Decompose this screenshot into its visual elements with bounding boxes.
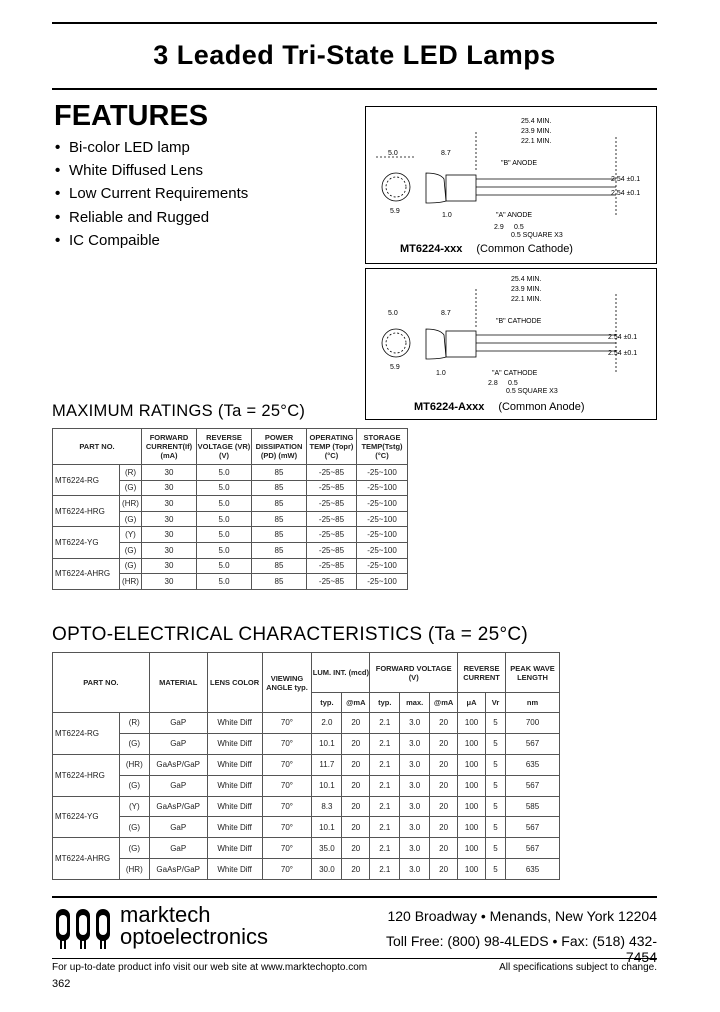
dim-label: 1.0	[436, 370, 446, 377]
cell-vr: 5.0	[197, 511, 252, 527]
cell-nm: 567	[506, 775, 560, 796]
cell-color: (G)	[119, 733, 149, 754]
cell-mat: GaP	[149, 775, 207, 796]
cell-if: 30	[142, 511, 197, 527]
cell-mat: GaP	[149, 713, 207, 734]
cell-vmax: 3.0	[400, 859, 430, 880]
cell-if: 30	[142, 496, 197, 512]
cell-ang: 70°	[262, 796, 312, 817]
diagram-caption	[400, 243, 573, 255]
cell-if: 30	[142, 480, 197, 496]
cell-lum: 8.3	[312, 796, 342, 817]
opto-heading: OPTO-ELECTRICAL CHARACTERISTICS (Ta = 25°C)	[52, 624, 529, 645]
dim-label: 2.54 ±0.1	[611, 190, 641, 197]
cell-if: 30	[142, 465, 197, 481]
dim-label: 5.9	[390, 364, 400, 371]
cell-color: (G)	[120, 480, 142, 496]
cell-lens: White Diff	[207, 775, 262, 796]
page-number: 362	[52, 978, 71, 990]
part-number-cell: MT6224-YG	[53, 796, 120, 838]
cell-mat: GaAsP/GaP	[149, 796, 207, 817]
cell-lens: White Diff	[207, 796, 262, 817]
footer-disclaimer: All specifications subject to change.	[499, 962, 657, 973]
cell-vma: 20	[430, 838, 458, 859]
sub-header: Vr	[486, 693, 506, 713]
table-row	[53, 465, 408, 481]
cell-vma: 20	[430, 733, 458, 754]
part-number-cell: MT6224-HRG	[53, 496, 120, 527]
marktech-logo-icon	[56, 903, 116, 949]
cell-ua: 100	[458, 733, 486, 754]
dim-label: 8.7	[441, 150, 451, 157]
dim-label: 0.5 SQUARE X3	[506, 388, 558, 395]
table-row	[53, 859, 560, 880]
cell-color: (HR)	[119, 754, 149, 775]
cell-pd: 85	[252, 542, 307, 558]
cell-vr: 5.0	[197, 574, 252, 590]
cell-vtyp: 2.1	[370, 713, 400, 734]
cell-vr: 5.0	[197, 465, 252, 481]
cell-color: (HR)	[119, 859, 149, 880]
sub-header: @mA	[430, 693, 458, 713]
cell-ua: 100	[458, 817, 486, 838]
table-row	[53, 527, 408, 543]
part-number-cell: MT6224-HRG	[53, 754, 120, 796]
dim-label: "A" CATHODE	[492, 370, 538, 377]
table-row	[53, 713, 560, 734]
cell-color: (Y)	[120, 527, 142, 543]
col-header: VIEWING ANGLE typ.	[262, 653, 312, 713]
cell-color: (Y)	[119, 796, 149, 817]
diagram-caption	[414, 401, 585, 413]
cell-vr: 5	[486, 775, 506, 796]
max-ratings-body	[53, 465, 408, 590]
cell-lum: 2.0	[312, 713, 342, 734]
cell-mat: GaAsP/GaP	[149, 859, 207, 880]
cell-mat: GaAsP/GaP	[149, 754, 207, 775]
sub-header: typ.	[370, 693, 400, 713]
cell-mat: GaP	[149, 817, 207, 838]
cell-lum: 10.1	[312, 775, 342, 796]
cell-pd: 85	[252, 574, 307, 590]
table-row	[53, 838, 560, 859]
cell-vma: 20	[430, 796, 458, 817]
cell-ua: 100	[458, 796, 486, 817]
diagram-common-anode	[365, 268, 657, 420]
dim-label: 2.9	[494, 224, 504, 231]
company-rule	[52, 896, 657, 898]
dim-label: 2.54 ±0.1	[608, 334, 638, 341]
cell-lens: White Diff	[207, 713, 262, 734]
cell-vr: 5	[486, 713, 506, 734]
cell-color: (R)	[120, 465, 142, 481]
cell-ua: 100	[458, 775, 486, 796]
col-header: LENS COLOR	[207, 653, 262, 713]
dim-label: 5.0	[388, 310, 398, 317]
top-rule	[52, 22, 657, 24]
cell-tstg: -25~100	[357, 558, 408, 574]
cell-lum: 35.0	[312, 838, 342, 859]
cell-color: (G)	[119, 817, 149, 838]
company-name	[120, 904, 268, 948]
led-drawing-common-anode	[366, 269, 656, 419]
cell-color: (G)	[120, 542, 142, 558]
dim-label: 0.5 SQUARE X3	[511, 232, 563, 239]
feature-item: • Bi-color LED lamp	[55, 139, 190, 156]
col-header: MATERIAL	[149, 653, 207, 713]
cell-nm: 567	[506, 733, 560, 754]
sub-header: nm	[506, 693, 560, 713]
cell-pd: 85	[252, 465, 307, 481]
dim-label: 25.4 MIN.	[511, 276, 542, 283]
cell-vma: 20	[430, 775, 458, 796]
col-header: LUM. INT. (mcd)	[312, 653, 370, 693]
dim-label: 0.5	[514, 224, 524, 231]
cell-vma: 20	[430, 713, 458, 734]
dim-label: 2.54 ±0.1	[608, 350, 638, 357]
cell-mat: GaP	[149, 838, 207, 859]
cell-ua: 100	[458, 713, 486, 734]
feature-item: • Low Current Requirements	[55, 185, 249, 203]
cell-ua: 100	[458, 859, 486, 880]
cell-pd: 85	[252, 511, 307, 527]
cell-vmax: 3.0	[400, 713, 430, 734]
cell-ang: 70°	[262, 859, 312, 880]
caption-note: (Common Anode)	[498, 401, 585, 413]
dim-label: 2.54 ±0.1	[611, 176, 641, 183]
cell-lma: 20	[342, 859, 370, 880]
cell-ang: 70°	[262, 754, 312, 775]
cell-lma: 20	[342, 838, 370, 859]
cell-color: (G)	[119, 838, 149, 859]
caption-note: (Common Cathode)	[476, 243, 573, 255]
cell-topr: -25~85	[307, 527, 357, 543]
cell-lma: 20	[342, 754, 370, 775]
col-header: FORWARD VOLTAGE (V)	[370, 653, 458, 693]
cell-vr: 5.0	[197, 496, 252, 512]
features-heading: FEATURES	[54, 100, 209, 132]
cell-vr: 5	[486, 838, 506, 859]
cell-tstg: -25~100	[357, 480, 408, 496]
cell-lum: 10.1	[312, 733, 342, 754]
title-rule	[52, 88, 657, 90]
part-number-cell: MT6224-YG	[53, 527, 120, 558]
cell-lma: 20	[342, 817, 370, 838]
table-row	[53, 558, 408, 574]
cell-ua: 100	[458, 838, 486, 859]
dim-label: 0.5	[508, 380, 518, 387]
cell-color: (G)	[119, 775, 149, 796]
dim-label: 22.1 MIN.	[521, 138, 552, 145]
table-row	[53, 496, 408, 512]
cell-topr: -25~85	[307, 496, 357, 512]
diagram-common-cathode	[365, 106, 657, 264]
footer-website-note: For up-to-date product info visit our web site at www.marktechopto.com	[52, 962, 368, 973]
cell-vr: 5	[486, 754, 506, 775]
dim-label: 5.9	[390, 208, 400, 215]
sub-header: max.	[400, 693, 430, 713]
cell-pd: 85	[252, 558, 307, 574]
cell-vr: 5	[486, 796, 506, 817]
feature-item: • White Diffused Lens	[55, 162, 203, 180]
cell-ang: 70°	[262, 838, 312, 859]
part-number-cell: MT6224-AHRG	[53, 838, 120, 880]
col-header: STORAGE TEMP(Tstg) (°C)	[357, 429, 408, 465]
cell-color: (G)	[120, 511, 142, 527]
cell-color: (HR)	[120, 496, 142, 512]
cell-pd: 85	[252, 480, 307, 496]
cell-lum: 30.0	[312, 859, 342, 880]
cell-topr: -25~85	[307, 542, 357, 558]
dim-label: 23.9 MIN.	[521, 128, 552, 135]
cell-lma: 20	[342, 713, 370, 734]
dim-label: 5.0	[388, 150, 398, 157]
dim-label: 8.7	[441, 310, 451, 317]
feature-item: • IC Compaible	[55, 231, 160, 249]
cell-topr: -25~85	[307, 480, 357, 496]
cell-tstg: -25~100	[357, 511, 408, 527]
cell-lens: White Diff	[207, 838, 262, 859]
opto-body	[53, 713, 560, 880]
cell-vmax: 3.0	[400, 775, 430, 796]
cell-if: 30	[142, 542, 197, 558]
cell-ang: 70°	[262, 713, 312, 734]
opto-table	[52, 652, 560, 880]
cell-vtyp: 2.1	[370, 733, 400, 754]
cell-nm: 635	[506, 754, 560, 775]
cell-tstg: -25~100	[357, 574, 408, 590]
dim-label: 25.4 MIN.	[521, 118, 552, 125]
cell-topr: -25~85	[307, 511, 357, 527]
dim-label: 1.0	[442, 212, 452, 219]
cell-vr: 5.0	[197, 558, 252, 574]
cell-vmax: 3.0	[400, 733, 430, 754]
features-list	[55, 136, 248, 252]
dim-label: "B" CATHODE	[496, 318, 542, 325]
table-row	[53, 733, 560, 754]
cell-vma: 20	[430, 817, 458, 838]
cell-vma: 20	[430, 754, 458, 775]
table-row	[53, 775, 560, 796]
dim-label: 2.8	[488, 380, 498, 387]
footer-rule	[52, 958, 657, 959]
led-drawing-common-cathode	[366, 107, 656, 263]
cell-nm: 567	[506, 817, 560, 838]
cell-lens: White Diff	[207, 733, 262, 754]
cell-ang: 70°	[262, 775, 312, 796]
cell-ang: 70°	[262, 817, 312, 838]
col-header: PEAK WAVE LENGTH	[506, 653, 560, 693]
cell-lum: 10.1	[312, 817, 342, 838]
cell-tstg: -25~100	[357, 527, 408, 543]
part-number-cell: MT6224-AHRG	[53, 558, 120, 589]
cell-lma: 20	[342, 733, 370, 754]
cell-mat: GaP	[149, 733, 207, 754]
cell-if: 30	[142, 527, 197, 543]
table-row	[53, 796, 560, 817]
cell-color: (HR)	[120, 574, 142, 590]
cell-vr: 5	[486, 859, 506, 880]
company-address: 120 Broadway • Menands, New York 12204	[387, 908, 657, 924]
cell-vr: 5	[486, 817, 506, 838]
cell-vtyp: 2.1	[370, 775, 400, 796]
dim-label: "A" ANODE	[496, 212, 533, 219]
cell-vtyp: 2.1	[370, 817, 400, 838]
caption-part: MT6224-Axxx	[414, 401, 485, 413]
cell-lum: 11.7	[312, 754, 342, 775]
cell-vr: 5.0	[197, 542, 252, 558]
col-header: REVERSE VOLTAGE (VR) (V)	[197, 429, 252, 465]
cell-if: 30	[142, 558, 197, 574]
cell-vr: 5	[486, 733, 506, 754]
cell-vmax: 3.0	[400, 817, 430, 838]
cell-topr: -25~85	[307, 465, 357, 481]
cell-ua: 100	[458, 754, 486, 775]
col-header: POWER DISSIPATION (PD) (mW)	[252, 429, 307, 465]
cell-vtyp: 2.1	[370, 838, 400, 859]
cell-color: (G)	[120, 558, 142, 574]
cell-pd: 85	[252, 527, 307, 543]
company-name-line2: optoelectronics	[120, 924, 268, 949]
cell-lma: 20	[342, 796, 370, 817]
cell-nm: 700	[506, 713, 560, 734]
cell-tstg: -25~100	[357, 496, 408, 512]
col-header: FORWARD CURRENT(If) (mA)	[142, 429, 197, 465]
sub-header: typ.	[312, 693, 342, 713]
col-header: PART NO.	[53, 653, 150, 713]
col-header: PART NO.	[53, 429, 142, 465]
cell-pd: 85	[252, 496, 307, 512]
cell-vr: 5.0	[197, 480, 252, 496]
cell-topr: -25~85	[307, 574, 357, 590]
cell-ang: 70°	[262, 733, 312, 754]
cell-vtyp: 2.1	[370, 754, 400, 775]
cell-nm: 585	[506, 796, 560, 817]
cell-lma: 20	[342, 775, 370, 796]
dim-label: "B" ANODE	[501, 160, 538, 167]
cell-topr: -25~85	[307, 558, 357, 574]
cell-vmax: 3.0	[400, 754, 430, 775]
cell-nm: 567	[506, 838, 560, 859]
company-name-line1: marktech	[120, 902, 211, 927]
cell-vtyp: 2.1	[370, 859, 400, 880]
cell-vmax: 3.0	[400, 796, 430, 817]
cell-vmax: 3.0	[400, 838, 430, 859]
caption-part: MT6224-xxx	[400, 243, 463, 255]
page-title: 3 Leaded Tri-State LED Lamps	[153, 40, 556, 70]
col-header: REVERSE CURRENT	[458, 653, 506, 693]
cell-nm: 635	[506, 859, 560, 880]
feature-item: • Reliable and Rugged	[55, 208, 210, 226]
cell-tstg: -25~100	[357, 465, 408, 481]
part-number-cell: MT6224-RG	[53, 713, 120, 755]
cell-color: (R)	[119, 713, 149, 734]
dim-label: 22.1 MIN.	[511, 296, 542, 303]
table-row	[53, 754, 560, 775]
sub-header: μA	[458, 693, 486, 713]
cell-if: 30	[142, 574, 197, 590]
cell-vtyp: 2.1	[370, 796, 400, 817]
cell-lens: White Diff	[207, 859, 262, 880]
max-ratings-table	[52, 428, 408, 590]
cell-tstg: -25~100	[357, 542, 408, 558]
part-number-cell: MT6224-RG	[53, 465, 120, 496]
cell-vma: 20	[430, 859, 458, 880]
max-ratings-heading: MAXIMUM RATINGS (Ta = 25°C)	[52, 402, 306, 420]
cell-vr: 5.0	[197, 527, 252, 543]
cell-lens: White Diff	[207, 817, 262, 838]
company-phone: Toll Free: (800) 98-4LEDS • Fax: (518) 432-7454	[385, 933, 657, 965]
col-header: OPERATING TEMP (Topr) (°C)	[307, 429, 357, 465]
sub-header: @mA	[342, 693, 370, 713]
dim-label: 23.9 MIN.	[511, 286, 542, 293]
table-row	[53, 817, 560, 838]
cell-lens: White Diff	[207, 754, 262, 775]
